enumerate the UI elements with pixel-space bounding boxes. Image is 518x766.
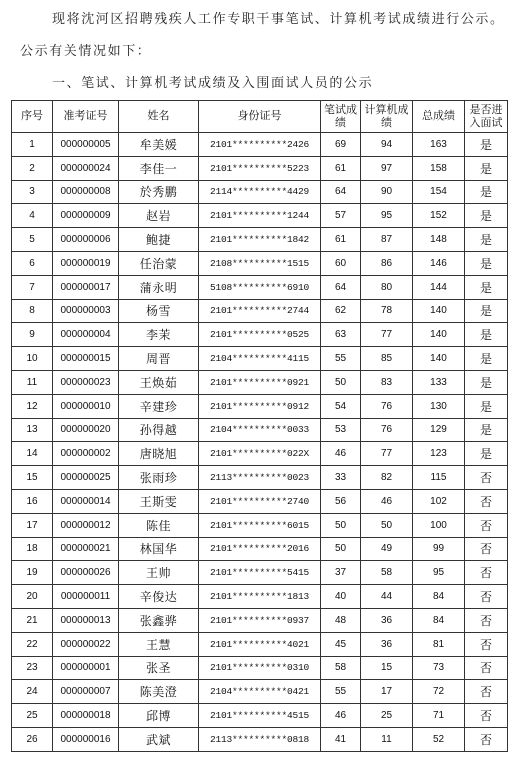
- cell-total: 72: [413, 680, 465, 704]
- cell-id: 2104**********0033: [199, 418, 321, 442]
- header-name: 姓名: [119, 101, 199, 133]
- cell-interview: 否: [465, 537, 508, 561]
- cell-written: 55: [321, 347, 361, 371]
- cell-name: 於秀鹏: [119, 180, 199, 204]
- cell-id: 2101**********1244: [199, 204, 321, 228]
- cell-total: 152: [413, 204, 465, 228]
- cell-ticket: 000000010: [53, 394, 119, 418]
- cell-name: 李茉: [119, 323, 199, 347]
- cell-computer: 94: [361, 133, 413, 157]
- cell-total: 140: [413, 299, 465, 323]
- cell-id: 2114**********4429: [199, 180, 321, 204]
- cell-seq: 15: [12, 466, 53, 490]
- cell-seq: 7: [12, 275, 53, 299]
- cell-written: 53: [321, 418, 361, 442]
- table-row: [12, 228, 508, 252]
- cell-id: 2101**********2016: [199, 537, 321, 561]
- cell-seq: 2: [12, 156, 53, 180]
- cell-interview: 否: [465, 466, 508, 490]
- cell-written: 57: [321, 204, 361, 228]
- cell-written: 50: [321, 537, 361, 561]
- cell-computer: 46: [361, 489, 413, 513]
- table-row: [12, 370, 508, 394]
- cell-ticket: 000000011: [53, 585, 119, 609]
- cell-name: 蒲永明: [119, 275, 199, 299]
- cell-written: 69: [321, 133, 361, 157]
- cell-ticket: 000000017: [53, 275, 119, 299]
- cell-total: 95: [413, 561, 465, 585]
- cell-computer: 17: [361, 680, 413, 704]
- table-row: [12, 156, 508, 180]
- cell-written: 46: [321, 442, 361, 466]
- cell-id: 2101**********1813: [199, 585, 321, 609]
- table-row: [12, 133, 508, 157]
- cell-computer: 77: [361, 442, 413, 466]
- cell-total: 154: [413, 180, 465, 204]
- table-row: [12, 608, 508, 632]
- cell-computer: 76: [361, 418, 413, 442]
- cell-total: 100: [413, 513, 465, 537]
- cell-interview: 是: [465, 228, 508, 252]
- table-row: [12, 204, 508, 228]
- cell-ticket: 000000024: [53, 156, 119, 180]
- cell-seq: 20: [12, 585, 53, 609]
- cell-name: 唐晓旭: [119, 442, 199, 466]
- cell-computer: 15: [361, 656, 413, 680]
- cell-id: 2101**********1842: [199, 228, 321, 252]
- cell-id: 5108**********6910: [199, 275, 321, 299]
- header-interview: 是否进入面试: [465, 101, 508, 133]
- cell-interview: 是: [465, 133, 508, 157]
- table-row: [12, 347, 508, 371]
- cell-interview: 否: [465, 632, 508, 656]
- cell-ticket: 000000009: [53, 204, 119, 228]
- cell-written: 58: [321, 656, 361, 680]
- table-row: [12, 704, 508, 728]
- cell-computer: 77: [361, 323, 413, 347]
- header-ticket: 准考证号: [53, 101, 119, 133]
- cell-name: 王帅: [119, 561, 199, 585]
- cell-name: 张圣: [119, 656, 199, 680]
- cell-ticket: 000000023: [53, 370, 119, 394]
- cell-seq: 19: [12, 561, 53, 585]
- cell-written: 62: [321, 299, 361, 323]
- header-computer: 计算机成绩: [361, 101, 413, 133]
- table-row: [12, 466, 508, 490]
- cell-ticket: 000000006: [53, 228, 119, 252]
- cell-interview: 是: [465, 251, 508, 275]
- cell-computer: 87: [361, 228, 413, 252]
- cell-interview: 是: [465, 204, 508, 228]
- table-row: [12, 251, 508, 275]
- cell-computer: 76: [361, 394, 413, 418]
- cell-seq: 18: [12, 537, 53, 561]
- cell-computer: 78: [361, 299, 413, 323]
- cell-total: 163: [413, 133, 465, 157]
- cell-name: 孙得越: [119, 418, 199, 442]
- cell-seq: 17: [12, 513, 53, 537]
- cell-id: 2113**********0023: [199, 466, 321, 490]
- table-body: [12, 133, 508, 752]
- cell-ticket: 000000004: [53, 323, 119, 347]
- cell-name: 辛建珍: [119, 394, 199, 418]
- cell-written: 33: [321, 466, 361, 490]
- cell-ticket: 000000012: [53, 513, 119, 537]
- cell-interview: 是: [465, 347, 508, 371]
- cell-name: 张鑫骅: [119, 608, 199, 632]
- table-row: [12, 680, 508, 704]
- cell-id: 2101**********0525: [199, 323, 321, 347]
- table-row: [12, 275, 508, 299]
- cell-total: 130: [413, 394, 465, 418]
- header-written: 笔试成绩: [321, 101, 361, 133]
- cell-seq: 11: [12, 370, 53, 394]
- cell-seq: 22: [12, 632, 53, 656]
- cell-ticket: 000000021: [53, 537, 119, 561]
- cell-name: 王焕茹: [119, 370, 199, 394]
- cell-interview: 否: [465, 727, 508, 751]
- cell-ticket: 000000026: [53, 561, 119, 585]
- table-row: [12, 299, 508, 323]
- cell-total: 140: [413, 347, 465, 371]
- cell-name: 周晋: [119, 347, 199, 371]
- cell-seq: 14: [12, 442, 53, 466]
- table-row: [12, 727, 508, 751]
- cell-seq: 26: [12, 727, 53, 751]
- cell-name: 陈美澄: [119, 680, 199, 704]
- cell-id: 2101**********0912: [199, 394, 321, 418]
- cell-interview: 否: [465, 608, 508, 632]
- table-row: [12, 394, 508, 418]
- cell-interview: 否: [465, 489, 508, 513]
- table-header-row: [12, 101, 508, 133]
- cell-total: 123: [413, 442, 465, 466]
- cell-total: 115: [413, 466, 465, 490]
- cell-seq: 3: [12, 180, 53, 204]
- cell-id: 2101**********5223: [199, 156, 321, 180]
- cell-name: 武斌: [119, 727, 199, 751]
- cell-seq: 16: [12, 489, 53, 513]
- table-row: [12, 561, 508, 585]
- cell-id: 2101**********0937: [199, 608, 321, 632]
- cell-total: 84: [413, 608, 465, 632]
- cell-written: 40: [321, 585, 361, 609]
- cell-total: 146: [413, 251, 465, 275]
- cell-ticket: 000000008: [53, 180, 119, 204]
- cell-interview: 是: [465, 442, 508, 466]
- cell-total: 71: [413, 704, 465, 728]
- cell-computer: 36: [361, 632, 413, 656]
- table-row: [12, 489, 508, 513]
- cell-name: 李佳一: [119, 156, 199, 180]
- subtitle: 公示有关情况如下：: [20, 44, 152, 59]
- header-id: 身份证号: [199, 101, 321, 133]
- table-row: [12, 585, 508, 609]
- cell-seq: 25: [12, 704, 53, 728]
- cell-computer: 86: [361, 251, 413, 275]
- cell-computer: 97: [361, 156, 413, 180]
- cell-computer: 44: [361, 585, 413, 609]
- cell-ticket: 000000005: [53, 133, 119, 157]
- cell-total: 140: [413, 323, 465, 347]
- table-row: [12, 180, 508, 204]
- cell-seq: 1: [12, 133, 53, 157]
- cell-seq: 9: [12, 323, 53, 347]
- table-row: [12, 323, 508, 347]
- cell-interview: 是: [465, 180, 508, 204]
- cell-id: 2104**********4115: [199, 347, 321, 371]
- cell-id: 2101**********2744: [199, 299, 321, 323]
- cell-written: 56: [321, 489, 361, 513]
- cell-id: 2101**********0921: [199, 370, 321, 394]
- cell-interview: 是: [465, 370, 508, 394]
- cell-seq: 24: [12, 680, 53, 704]
- table-row: [12, 632, 508, 656]
- cell-written: 55: [321, 680, 361, 704]
- cell-written: 64: [321, 180, 361, 204]
- cell-seq: 4: [12, 204, 53, 228]
- cell-id: 2108**********1515: [199, 251, 321, 275]
- cell-name: 赵岩: [119, 204, 199, 228]
- header-total: 总成绩: [413, 101, 465, 133]
- cell-written: 48: [321, 608, 361, 632]
- cell-computer: 95: [361, 204, 413, 228]
- cell-interview: 是: [465, 394, 508, 418]
- table-row: [12, 418, 508, 442]
- cell-computer: 85: [361, 347, 413, 371]
- cell-total: 129: [413, 418, 465, 442]
- cell-name: 鲍捷: [119, 228, 199, 252]
- cell-ticket: 000000022: [53, 632, 119, 656]
- cell-computer: 58: [361, 561, 413, 585]
- cell-computer: 83: [361, 370, 413, 394]
- cell-computer: 90: [361, 180, 413, 204]
- cell-written: 64: [321, 275, 361, 299]
- cell-interview: 否: [465, 704, 508, 728]
- header-seq: 序号: [12, 101, 53, 133]
- cell-computer: 36: [361, 608, 413, 632]
- cell-name: 任治蒙: [119, 251, 199, 275]
- cell-written: 61: [321, 156, 361, 180]
- cell-total: 148: [413, 228, 465, 252]
- cell-ticket: 000000007: [53, 680, 119, 704]
- cell-name: 王斯雯: [119, 489, 199, 513]
- cell-written: 37: [321, 561, 361, 585]
- cell-written: 63: [321, 323, 361, 347]
- cell-ticket: 000000020: [53, 418, 119, 442]
- cell-interview: 否: [465, 656, 508, 680]
- cell-interview: 是: [465, 275, 508, 299]
- cell-written: 41: [321, 727, 361, 751]
- cell-ticket: 000000018: [53, 704, 119, 728]
- cell-computer: 25: [361, 704, 413, 728]
- cell-ticket: 000000015: [53, 347, 119, 371]
- cell-ticket: 000000003: [53, 299, 119, 323]
- cell-total: 99: [413, 537, 465, 561]
- cell-name: 邱博: [119, 704, 199, 728]
- table-row: [12, 656, 508, 680]
- cell-ticket: 000000016: [53, 727, 119, 751]
- cell-interview: 否: [465, 680, 508, 704]
- cell-ticket: 000000025: [53, 466, 119, 490]
- cell-total: 84: [413, 585, 465, 609]
- cell-seq: 8: [12, 299, 53, 323]
- table-row: [12, 513, 508, 537]
- cell-total: 133: [413, 370, 465, 394]
- cell-total: 144: [413, 275, 465, 299]
- cell-name: 辛俊达: [119, 585, 199, 609]
- cell-interview: 是: [465, 156, 508, 180]
- cell-name: 陈佳: [119, 513, 199, 537]
- cell-id: 2101**********4021: [199, 632, 321, 656]
- cell-id: 2101**********2426: [199, 133, 321, 157]
- cell-seq: 13: [12, 418, 53, 442]
- cell-written: 54: [321, 394, 361, 418]
- cell-seq: 21: [12, 608, 53, 632]
- cell-name: 王慧: [119, 632, 199, 656]
- cell-total: 52: [413, 727, 465, 751]
- cell-ticket: 000000019: [53, 251, 119, 275]
- cell-name: 杨雪: [119, 299, 199, 323]
- cell-written: 50: [321, 370, 361, 394]
- cell-written: 60: [321, 251, 361, 275]
- cell-name: 张雨珍: [119, 466, 199, 490]
- cell-total: 158: [413, 156, 465, 180]
- cell-interview: 是: [465, 323, 508, 347]
- cell-seq: 10: [12, 347, 53, 371]
- cell-interview: 是: [465, 299, 508, 323]
- cell-total: 73: [413, 656, 465, 680]
- cell-total: 81: [413, 632, 465, 656]
- cell-written: 61: [321, 228, 361, 252]
- cell-interview: 否: [465, 561, 508, 585]
- table-row: [12, 442, 508, 466]
- cell-ticket: 000000014: [53, 489, 119, 513]
- cell-ticket: 000000001: [53, 656, 119, 680]
- cell-name: 林国华: [119, 537, 199, 561]
- cell-id: 2101**********4515: [199, 704, 321, 728]
- cell-id: 2101**********022X: [199, 442, 321, 466]
- cell-seq: 5: [12, 228, 53, 252]
- cell-computer: 49: [361, 537, 413, 561]
- cell-id: 2101**********6015: [199, 513, 321, 537]
- cell-seq: 6: [12, 251, 53, 275]
- table-row: [12, 537, 508, 561]
- cell-computer: 11: [361, 727, 413, 751]
- cell-seq: 12: [12, 394, 53, 418]
- intro-paragraph: 现将沈河区招聘残疾人工作专职干事笔试、计算机考试成绩进行公示。: [52, 12, 505, 27]
- cell-id: 2113**********0818: [199, 727, 321, 751]
- cell-computer: 82: [361, 466, 413, 490]
- cell-ticket: 000000013: [53, 608, 119, 632]
- cell-written: 46: [321, 704, 361, 728]
- cell-written: 50: [321, 513, 361, 537]
- cell-id: 2101**********5415: [199, 561, 321, 585]
- cell-id: 2101**********0310: [199, 656, 321, 680]
- cell-interview: 否: [465, 513, 508, 537]
- cell-computer: 80: [361, 275, 413, 299]
- cell-written: 45: [321, 632, 361, 656]
- cell-name: 牟美媛: [119, 133, 199, 157]
- section-title: 一、笔试、计算机考试成绩及入围面试人员的公示: [52, 76, 374, 91]
- cell-ticket: 000000002: [53, 442, 119, 466]
- cell-total: 102: [413, 489, 465, 513]
- cell-computer: 50: [361, 513, 413, 537]
- cell-seq: 23: [12, 656, 53, 680]
- scores-table: [11, 100, 508, 752]
- cell-id: 2104**********0421: [199, 680, 321, 704]
- cell-interview: 否: [465, 585, 508, 609]
- cell-interview: 是: [465, 418, 508, 442]
- cell-id: 2101**********2740: [199, 489, 321, 513]
